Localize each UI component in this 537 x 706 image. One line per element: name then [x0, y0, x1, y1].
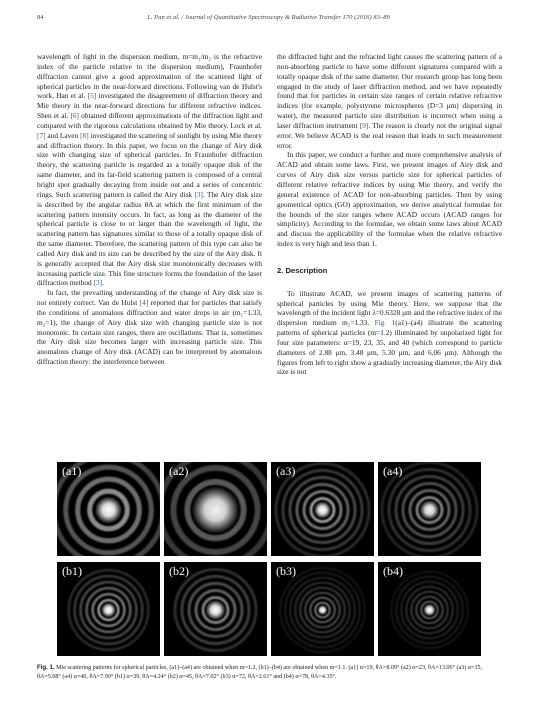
- page-header: [37, 14, 500, 24]
- running-title: L. Pan et al. / Journal of Quantitative Spectroscopy & Radiative Transfer 170 (2016) 83–89: [147, 14, 390, 21]
- left-paragraph-1: wavelength of light in the dispersion medium, m=m₁/m₂ is the refractive index of the particle relative to the dispersion medium), Fraunhofer diffraction cannot give a good approximation of the scattered light of spherical particles in the near-forward directions. Following van de Hulst's work, Han et al. [5] investigated the disagreement of diffraction theory and Mie theory in the near-forward directions for different refractive indices. Shen et al. [6] obtained different approximations of the diffraction light and compared with the rigorous calculations obtained by Mie theory. Lock et al. [7] and Laven [8] investigated the scattering of sunlight by using Mie theory and diffraction theory. In this paper, we focus on the change of Airy disk size with changing size of spherical particles. In Fraunhofer diffraction theory, the scattering particle is regarded as a totally opaque disk of the same diameter, and its far-field scattering pattern is composed of a central bright spot gradually decaying from inside out and a series of concentric rings. Such scattering pattern is called the Airy disk [3]. The Airy disk size is described by the angular radius θA at which the first minimum of the scattering pattern intensity occurs. In fact, as long as the diameter of the spherical particle is close to or larger than the wavelength of light, the scattering pattern has signatures similar to those of a totally opaque disk of the same diameter. Therefore, the scattering pattern of this type can also be called Airy disk and its size can be described by the size of the Airy disk. It is generally accepted that the Airy disk size monotonically decreases with increasing particle size. This fine structure forms the foundation of the laser diffraction method [3].: [37, 52, 262, 288]
- airy-disk-core: [420, 500, 440, 520]
- citation-link[interactable]: [4]: [139, 298, 149, 308]
- pattern-panel-a2: [164, 462, 267, 556]
- pattern-panel-b3: [271, 562, 374, 656]
- airy-disk-core: [423, 604, 436, 617]
- airy-disk-core: [192, 486, 240, 534]
- panel-label: (a1): [62, 464, 82, 478]
- right-paragraph-1: the diffracted light and the refracted light causes the scattering pattern of a non-absorbing particle to have some different signatures compared with a totally opaque disk of the same diameter. Our research group has long been engaged in the study of laser diffraction method, and we have repeatedly found that for particles in certain size ranges of certain relative refractive indices (for example, polystyrene microspheres (D=3 μm) dispersing in water), the measured particle size distribution is incorrect when using a laser diffraction instrument [9]. The reason is clearly not the original signal error. We believe ACAD is the real reason that leads to such measurement error.: [277, 52, 502, 150]
- panel-label: (b3): [276, 564, 296, 578]
- figure-1: [57, 462, 481, 656]
- citation-link[interactable]: [3]: [194, 189, 204, 199]
- airy-disk-core: [314, 501, 332, 519]
- figure-link[interactable]: Fig. 1: [374, 318, 396, 328]
- section-heading: 2. Description: [277, 265, 328, 275]
- citation-link[interactable]: [7]: [37, 130, 46, 140]
- panel-label: (b4): [383, 564, 403, 578]
- citation-link[interactable]: [3]: [93, 278, 103, 288]
- citation-link[interactable]: [9]: [359, 120, 369, 130]
- right-paragraph-2: In this paper, we conduct a further and more comprehensive analysis of ACAD and obtain some laws. First, we present images of Airy disk and curves of Airy disk size versus particle size for spherical particles of different relative refractive indices by using Mie theory, and verify the general existence of ACAD for non-absorbing particles. Then by using geometrical optics (GO) approximation, we derive analytical formulae for the bounds of the size ranges where ACAD occurs (ACAD ranges for simplicity). According to the formulae, we obtain some laws about ACAD and discuss the applicability of the formulae when the relative refractive index is very high and less than 1.: [277, 150, 502, 249]
- right-paragraph-3: To illustrate ACAD, we present images of scattering patterns of spherical particles by using Mie theory. Here, we suppose that the wavelength of the incident light λ=0.6328 μm and the refractive index of the dispersion medium m₂=1.33. Fig. 1(a1)–(a4) illustrate the scattering patterns of spherical particles (m=1.2) illuminated by unpolarized light for four size parameters: α=19, 23, 35, and 40 (which correspond to particle diameters of 2.88 μm, 3.48 μm, 5.30 μm, and 6.06 μm). Although the figures from left to right show a gradually increasing diameter, the Airy disk size is not: [277, 288, 502, 377]
- pattern-panel-b4: [378, 562, 481, 656]
- left-paragraph-2: In fact, the prevailing understanding of the change of Airy disk size is not entirely correct. Van de Hulst [4] reported that for particles that satisfy the conditions of anomalous diffraction and water drops in air (m₁=1.33, m₂=1), the change of Airy disk size with changing particle size is not monotonic. In certain size ranges, there are oscillations. That is, sometimes the Airy disk size becomes larger with increasing particle size. This anomalous change of Airy disk (ACAD) can be interpreted by anomalous diffraction theory: the interference between: [37, 288, 262, 367]
- airy-disk-core: [95, 496, 123, 524]
- panel-label: (a3): [276, 464, 296, 478]
- pattern-panel-a4: [378, 462, 481, 556]
- airy-disk-core: [206, 600, 226, 620]
- figure-caption: [37, 664, 502, 681]
- right-column: [277, 52, 502, 377]
- citation-link[interactable]: [6]: [70, 111, 80, 121]
- page-number: 84: [37, 14, 44, 21]
- airy-disk-core: [318, 605, 328, 615]
- panel-label: (a2): [169, 464, 189, 478]
- pattern-panel-b1: [57, 562, 160, 656]
- panel-label: (b2): [169, 564, 189, 578]
- airy-disk-core: [101, 603, 116, 618]
- panel-label: (b1): [62, 564, 82, 578]
- caption-label: Fig. 1.: [37, 664, 55, 671]
- left-column: [37, 52, 262, 367]
- pattern-panel-b2: [164, 562, 267, 656]
- pattern-panel-a3: [271, 462, 374, 556]
- citation-link[interactable]: [8]: [80, 130, 89, 140]
- caption-text: Mie scattering patterns for spherical particles, (a1)–(a4) are obtained when m=1.2, (b1)–(b4) are obtained when m=1.1. (a1) α=19, θA=8.09° (a2) α=23, θA=13.06° (a3) α=35, θA=5.08° (a4) α=40, θA=7.90° (b1) α=39, θA=4.24° (b2) α=45, θA=7.02° (b3) α=72, θA=2.61° and (b4) α=78, θA=4.35°.: [37, 665, 483, 680]
- panel-label: (a4): [383, 464, 403, 478]
- pattern-panel-a1: [57, 462, 160, 556]
- citation-link[interactable]: [5]: [87, 91, 97, 101]
